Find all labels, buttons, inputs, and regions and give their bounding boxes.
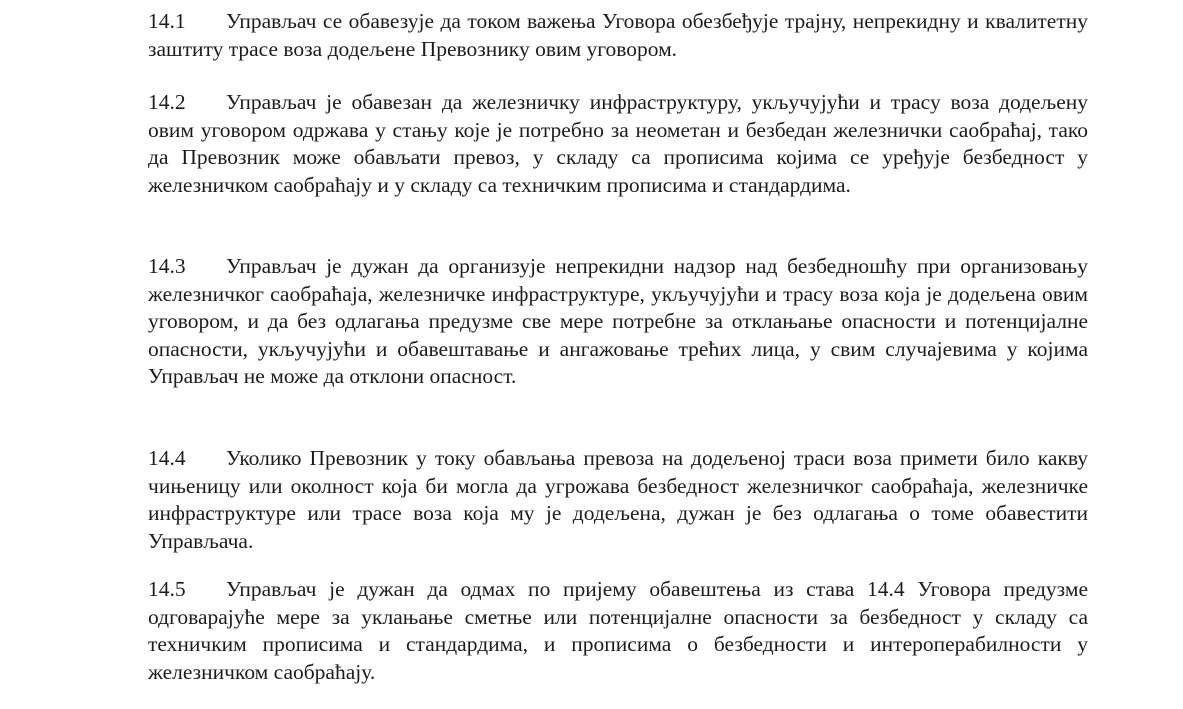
section-text: Управљач је дужан да организује непрекидни надзор над безбедношћу при организовању железничког саобраћаја, железничке инфраструктуре, укључујући и трасу воза која је додељена овим уговором, и да без одлагања предузме све мере потребне за отклањање опасности и потенцијалне опасности, укључујући и обавештавање и ангажовање трећих лица, у свим случајевима у којима Управљач не може да отклони опасност. bbox=[148, 254, 1088, 389]
section-14-3 bbox=[148, 253, 1088, 391]
section-14-2 bbox=[148, 89, 1088, 199]
section-number: 14.4 bbox=[148, 446, 186, 470]
section-14-1 bbox=[148, 8, 1088, 63]
section-text: Уколико Превозник у току обављања превоза на додељеној траси воза примети било какву чињеницу или околност која би могла да угрожава безбедност железничког саобраћаја, железничке инфраструктуре или трасе воза која му је додељена, дужан је без одлагања о томе обавестити Управљача. bbox=[148, 446, 1088, 553]
section-14-4 bbox=[148, 445, 1088, 555]
section-text: Управљач је дужан да одмах по пријему обавештења из става 14.4 Уговора предузме одговарајуће мере за уклањање сметње или потенцијалне опасности за безбедност у складу са техничким прописима и стандардима, и прописима о безбедности и интероперабилности у железничком саобраћају. bbox=[148, 577, 1088, 684]
section-text: Управљач је обавезан да железничку инфраструктуру, укључујући и трасу воза додељену овим уговором одржава у стању које је потребно за неометан и безбедан железнички саобраћај, тако да Превозник може обављати превоз, у складу са прописима којима се уређује безбедност у железничком саобраћају и у складу са техничким прописима и стандардима. bbox=[148, 90, 1088, 197]
section-number: 14.3 bbox=[148, 254, 186, 278]
section-14-5 bbox=[148, 576, 1088, 686]
section-number: 14.1 bbox=[148, 9, 186, 33]
section-number: 14.2 bbox=[148, 90, 186, 114]
section-number: 14.5 bbox=[148, 577, 186, 601]
section-text: Управљач се обавезује да током важења Уговора обезбеђује трајну, непрекидну и квалитетну заштиту трасе воза додељене Превознику овим уговором. bbox=[148, 9, 1088, 61]
